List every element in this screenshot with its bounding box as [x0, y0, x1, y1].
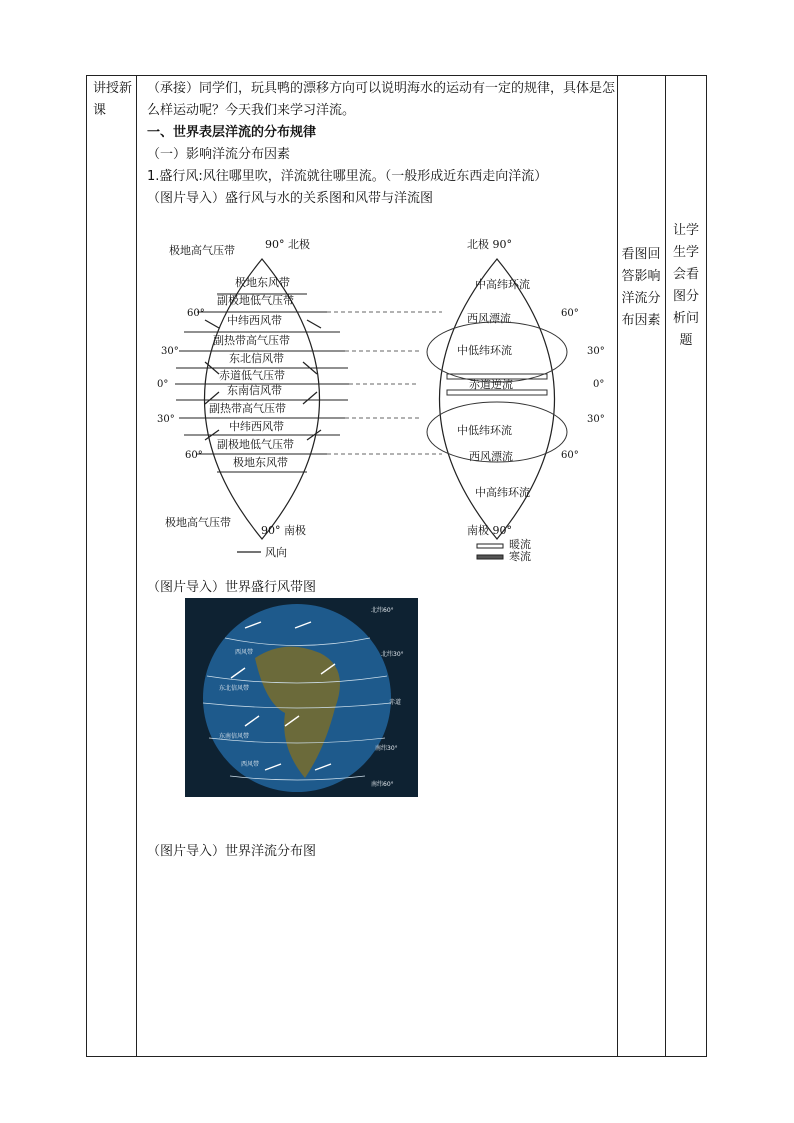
belt-label: 赤道低气压带: [219, 369, 285, 382]
teaching-content: [147, 78, 615, 210]
north-pole-label: 90° 北极: [265, 238, 310, 251]
figure-caption: （图片导入）盛行风与水的关系图和风带与洋流图: [147, 191, 434, 206]
svg-text:60°: 60°: [187, 308, 205, 319]
globe-label: 南纬30°: [375, 745, 398, 752]
polar-high-label-top: 极地高气压带: [169, 244, 235, 257]
current-label: 中低纬环流: [457, 344, 512, 357]
svg-text:60°: 60°: [185, 450, 203, 461]
current-label: 西风漂流: [467, 312, 511, 325]
svg-text:30°: 30°: [587, 346, 605, 357]
point-text: 1.盛行风:风往哪里吹，洋流就往哪里流。（一般形成近东西走向洋流）: [147, 169, 548, 184]
figure-caption-3: （图片导入）世界洋流分布图: [147, 844, 317, 859]
wind-current-diagram: [157, 234, 617, 564]
lesson-table: [86, 75, 707, 1057]
belt-label: 副热带高气压带: [213, 334, 290, 347]
svg-text:0°: 0°: [593, 379, 605, 390]
figure-caption-2: （图片导入）世界盛行风带图: [147, 580, 317, 595]
south-pole-label-right: 南极 90°: [467, 524, 512, 537]
south-pole-label: 90° 南极: [261, 524, 306, 537]
warm-current-legend-label: 暖流: [509, 538, 531, 551]
belt-label: 副热带高气压带: [209, 402, 286, 415]
latitude-labels-right: [561, 308, 605, 461]
polar-high-label-bottom: 极地高气压带: [165, 516, 231, 529]
column-divider: [665, 76, 666, 1056]
belt-label: 副极地低气压带: [217, 438, 294, 451]
svg-text:60°: 60°: [561, 308, 579, 319]
belt-label: 副极地低气压带: [217, 294, 294, 307]
belt-label: 中纬西风带: [229, 420, 284, 433]
belt-label: 极地东风带: [233, 456, 288, 469]
world-wind-belt-globe-image: [185, 598, 418, 797]
belt-label: 东南信风带: [227, 384, 282, 397]
svg-text:30°: 30°: [157, 414, 175, 425]
current-label: 中高纬环流: [475, 278, 530, 291]
subsection-heading: （一）影响洋流分布因素: [147, 147, 291, 162]
belt-label: 极地东风带: [235, 276, 290, 289]
student-activity-cell: 看图回答影响洋流分布因素: [621, 247, 661, 328]
svg-text:0°: 0°: [157, 379, 169, 390]
column-divider: [617, 76, 618, 1056]
globe-label: 西风带: [235, 649, 254, 656]
cold-current-legend-label: 寒流: [509, 550, 531, 563]
section-heading: 一、世界表层洋流的分布规律: [147, 125, 317, 140]
warm-current-legend-icon: [477, 544, 503, 548]
wind-legend-label: 风向: [265, 546, 287, 559]
belt-label: 东北信风带: [229, 352, 284, 365]
cold-current-legend-icon: [477, 555, 503, 559]
column-divider: [136, 76, 137, 1056]
globe-label: 南纬60°: [371, 781, 394, 788]
globe-label: 东北信风带: [219, 685, 250, 692]
intro-text: （承接）同学们，玩具鸭的漂移方向可以说明海水的运动有一定的规律，具体是怎么样运动呢？今天我们来学习洋流。: [147, 81, 616, 118]
design-purpose-cell: 让学生学会看图分析问题: [672, 223, 699, 348]
teaching-stage-cell: 讲授新课: [93, 81, 133, 118]
globe-label: 东南信风带: [219, 733, 250, 740]
current-label: 西风漂流: [469, 450, 513, 463]
belt-label: 中纬西风带: [227, 314, 282, 327]
globe-label: 西风带: [241, 761, 260, 768]
globe-label: 北纬60°: [371, 607, 394, 614]
globe-label: 北纬30°: [381, 651, 404, 658]
svg-text:60°: 60°: [561, 450, 579, 461]
current-loops: [427, 322, 567, 462]
svg-text:30°: 30°: [587, 414, 605, 425]
latitude-connectors: [327, 312, 442, 454]
svg-text:30°: 30°: [161, 346, 179, 357]
current-label: 赤道逆流: [469, 378, 513, 391]
globe-label: 赤道: [389, 699, 402, 706]
current-label: 中低纬环流: [457, 424, 512, 437]
north-pole-label-right: 北极 90°: [467, 238, 512, 251]
current-label: 中高纬环流: [475, 486, 530, 499]
